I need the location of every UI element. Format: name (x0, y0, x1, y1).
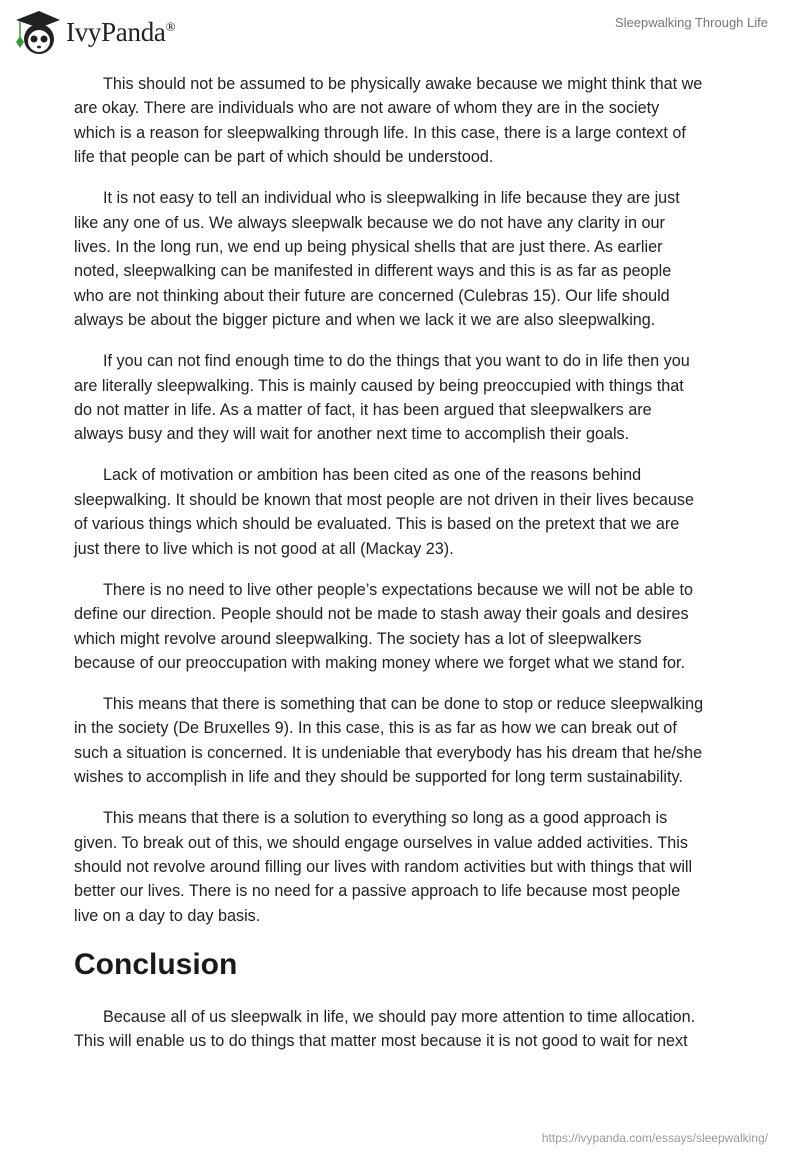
text-line: because of our preoccupation with making money where we forget what we stand for. (74, 653, 685, 672)
text-line: who are not thinking about their future are concerned (Culebras 15). Our life should (74, 286, 670, 305)
text-line: are okay. There are individuals who are not aware of whom they are in the society (74, 99, 660, 118)
text-line: This means that there is something that can be done to stop or reduce sleepwalking (103, 694, 704, 713)
text-line: such a situation is concerned. It is undeniable that everybody has his dream that he/she (74, 743, 703, 762)
text-line: which might revolve around sleepwalking. The society has a lot of sleepwalkers (74, 629, 642, 648)
text-line: lives. In the long run, we end up being physical shells that are just there. As earlier (74, 238, 663, 257)
text-line: do not matter in life. As a matter of fact, it has been argued that sleepwalkers are (74, 401, 652, 420)
paragraph (74, 578, 734, 676)
section-heading: Conclusion (74, 947, 238, 981)
paragraph (74, 186, 734, 332)
text-line: always be about the bigger picture and when we lack it we are also sleepwalking. (74, 311, 656, 330)
text-line: like any one of us. We always sleepwalk because we do not have any clarity in our (74, 213, 665, 232)
text-line: This should not be assumed to be physically awake because we might think that we (103, 75, 703, 93)
text-line: Because all of us sleepwalk in life, we should pay more attention to time allocation. (103, 1007, 696, 1026)
text-line: just there to live which is not good at all (Mackay 23). (74, 539, 454, 558)
text-line: given. To break out of this, we should engage ourselves in value added activities. This (74, 833, 689, 852)
text-line: always busy and they will wait for another next time to accomplish their goals. (74, 425, 630, 444)
text-line: Lack of motivation or ambition has been cited as one of the reasons behind (103, 466, 642, 485)
text-line: This means that there is a solution to everything so long as a good approach is (103, 809, 668, 828)
text-line: This will enable us to do things that matter most because it is not good to wait for next (74, 1032, 688, 1051)
text-line: which is a reason for sleepwalking through life. In this case, there is a large context of (74, 123, 686, 142)
text-line: define our direction. People should not be made to stash away their goals and desires (74, 605, 689, 624)
paragraph (74, 349, 734, 447)
text-line: are literally sleepwalking. This is mainly caused by being preoccupied with things that (74, 376, 684, 395)
text-line: wishes to accomplish in life and they should be supported for long term sustainability. (74, 768, 683, 787)
text-line: If you can not find enough time to do the things that you want to do in life then you (103, 352, 690, 371)
paragraph (74, 692, 734, 790)
text-line: It is not easy to tell an individual who is sleepwalking in life because they are just (103, 189, 680, 208)
text-line: noted, sleepwalking can be manifested in different ways and this is as far as people (74, 262, 672, 281)
text-line: There is no need to live other people’s expectations because we will not be able to (103, 580, 694, 599)
text-line: life that people can be part of which should be understood. (74, 148, 494, 167)
paragraph (74, 72, 734, 170)
text-line: in the society (De Bruxelles 9). In this case, this is as far as how we can break out of (74, 719, 677, 738)
essay-body (74, 72, 734, 1070)
text-line: live on a day to day basis. (74, 906, 261, 925)
text-line: of various things which should be evaluated. This is based on the pretext that we are (74, 515, 680, 534)
paragraph (74, 806, 734, 928)
text-line: should not revolve around filling our lives with random activities but with things that will (74, 857, 693, 876)
logo-text: IvyPanda® (66, 16, 176, 47)
text-line: sleepwalking. It should be known that most people are not driven in their lives because (74, 490, 694, 509)
panda-logo-icon (12, 8, 62, 56)
text-line: better our lives. There is no need for a passive approach to life because most people (74, 882, 681, 901)
ivypanda-logo[interactable] (12, 8, 175, 56)
paragraph (74, 1005, 734, 1054)
document-title: Sleepwalking Through Life (615, 15, 768, 30)
paragraph (74, 463, 734, 561)
source-url[interactable]: https://ivypanda.com/essays/sleepwalking/ (541, 1131, 768, 1145)
